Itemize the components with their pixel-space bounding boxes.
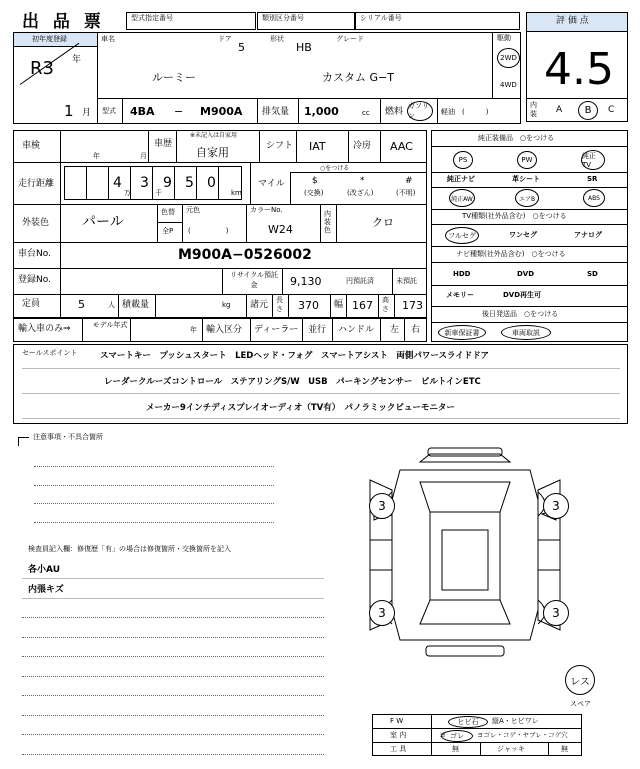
width-label: 幅 (334, 300, 344, 310)
mileage-digit-2: 3 (140, 175, 149, 191)
handle-right: 右 (411, 325, 421, 335)
recycle-unit: 円預託済 (346, 277, 374, 285)
notes-corner (18, 437, 29, 446)
tools-value: 無 (452, 745, 459, 753)
shape-label: 形状 (270, 35, 284, 43)
capacity: 5 (78, 298, 85, 311)
handle-left: 左 (390, 325, 400, 335)
capacity-label: 定員 (22, 299, 41, 309)
recycle-unpaid: 未預託 (396, 277, 417, 285)
dims-label: 諸元 (250, 300, 269, 310)
height-label: 高さ (382, 296, 389, 313)
history: 自家用 (196, 146, 229, 159)
mile-label: マイル (258, 179, 285, 189)
parallel-label: 並行 (308, 325, 327, 335)
tv-title: TV種類(社外品含む) ○をつける (462, 212, 567, 220)
circle-note: ○をつける (320, 165, 350, 172)
navi-dvd-playback: DVD再生可 (503, 291, 542, 299)
fuel-label: 燃料 (385, 107, 404, 117)
interior-color: クロ (372, 216, 394, 229)
inspector-label: 検査員記入欄：修復歴「有」の場合は修復箇所・交換箇所を記入 (28, 545, 231, 553)
navi-hdd: HDD (453, 270, 471, 278)
shift: IAT (309, 140, 326, 153)
ac-label: 冷房 (353, 141, 372, 151)
equip-sr: SR (587, 175, 598, 183)
first-registration-label: 初年度登録 (32, 35, 67, 43)
interior-grade-a: A (556, 105, 563, 115)
color-no: W24 (268, 223, 293, 236)
mileage-digit-3: 9 (163, 175, 172, 191)
unknown-symbol: # (405, 176, 413, 186)
spare-tire-circled: レス (565, 665, 595, 695)
interior-label: 室 内 (390, 731, 407, 739)
full-paint-paren: ( ) (188, 227, 229, 235)
navi-sd: SD (587, 270, 598, 278)
equip-pw-circled: PW (517, 151, 537, 169)
tools-label: 工 具 (390, 745, 407, 753)
drive-label: 駆動 (497, 34, 511, 42)
load-unit: kg (222, 301, 231, 309)
tv-oneseg: ワンセグ (509, 231, 537, 239)
dealer-label: ディーラー (254, 325, 299, 335)
sales-points-label: セールスポイント (22, 349, 78, 357)
handle-label: ハンドル (338, 325, 375, 335)
tire-rear-right: 3 (543, 600, 569, 626)
inspector-line-1: 各小AU (28, 565, 60, 575)
interior-prefix: ヨ (439, 731, 446, 739)
capacity-unit: 人 (108, 301, 115, 309)
exchange-label: (交換) (304, 189, 324, 197)
navi-dvd: DVD (517, 270, 535, 278)
category-label: 類別区分番号 (262, 14, 304, 22)
notes-title: 注意事項・不具合箇所 (33, 433, 103, 441)
equip-abs-circled: ABS (583, 189, 605, 207)
tv-analog: アナログ (574, 231, 602, 239)
width: 167 (352, 299, 373, 312)
score-value: 4.5 (544, 44, 614, 95)
car-name: ルーミー (152, 71, 196, 84)
serial-label: シリアル番号 (360, 14, 402, 22)
recycle-label: リサイクル預託金 (229, 271, 279, 289)
interior-color-label: 内装色 (324, 210, 331, 234)
history-label: 車歴 (154, 139, 173, 149)
later-title: 後日発送品 ○をつける (482, 310, 559, 318)
navi-memory: メモリー (446, 291, 474, 299)
tamper-symbol: * (360, 176, 365, 186)
diesel-paren: ( ) (462, 108, 489, 116)
fw-rest: 縦A・ヒビワレ (492, 717, 539, 725)
equipment-title: 純正装備品 ○をつける (478, 134, 555, 142)
mileage-unit-sen: 千 (155, 189, 162, 197)
equip-airbag-circled: エアB (515, 189, 539, 207)
interior-grade-b-circled: B (578, 101, 598, 120)
model-label: 型式 (102, 107, 116, 115)
later-manual-circled: 車両取説 (501, 325, 551, 340)
fuel-gasoline-circled: ガソリン (407, 101, 433, 121)
mileage-unit-man: 万 (124, 189, 131, 197)
drive-2wd-circled: 2WD (497, 48, 520, 68)
registration-month: 1 (64, 102, 74, 120)
height: 173 (402, 299, 423, 312)
navi-title: ナビ種類(社外品含む) ○をつける (456, 250, 566, 258)
equip-navi: 純正ナビ (447, 175, 475, 183)
car-name-label: 車名 (101, 35, 115, 43)
length-label: 長さ (276, 296, 283, 313)
reg-no-label: 登録No. (18, 275, 51, 285)
drive-4wd: 4WD (500, 81, 517, 89)
spare-label: スペア (570, 700, 591, 708)
inspector-line-2: 内張キズ (28, 585, 64, 595)
doors: 5 (238, 41, 245, 54)
tire-front-right: 3 (543, 493, 569, 519)
mileage-label: 走行距離 (18, 179, 55, 189)
color-no-label: カラーNo. (250, 206, 283, 214)
equip-tv-circled: 純正TV (581, 150, 605, 170)
inspection-year-unit: 年 (93, 152, 100, 160)
length: 370 (298, 299, 319, 312)
equip-ps-circled: PS (453, 151, 473, 169)
history-note: ※未記入は自家用 (190, 132, 238, 139)
model-year-unit: 年 (190, 326, 197, 334)
chassis-label: 車台No. (18, 249, 51, 259)
sales-point-line-1: スマートキー プッシュスタート LEDヘッド・フォグ スマートアシスト 両側パワースライドドア (100, 351, 489, 361)
equip-aw-circled: 純正AW (449, 189, 475, 207)
sales-point-line-2: レーダークルーズコントロール ステアリングS/W USB パーキングセンサー ビルトインETC (104, 377, 481, 387)
grade-label: グレード (336, 35, 364, 43)
displacement-unit: cc (362, 109, 370, 117)
displacement: 1,000 (304, 105, 339, 118)
car-damage-diagram (360, 440, 570, 680)
model-dash: − (174, 105, 184, 118)
tire-rear-left: 3 (369, 600, 395, 626)
tamper-label: (改ざん) (347, 189, 374, 197)
displacement-label: 排気量 (262, 107, 290, 117)
interior-rest: ヨゴレ・コゲ・ヤブレ・コゲ穴 (477, 731, 568, 739)
ac: AAC (390, 140, 413, 153)
diesel-label: 軽油 (441, 108, 455, 116)
load-label: 積載量 (122, 300, 150, 310)
interior-dirt-circled: ゴレ (441, 730, 473, 742)
inspection-label: 車検 (22, 141, 41, 151)
jack-label: ジャッキ (497, 745, 525, 753)
exchange-symbol: $ (312, 176, 318, 186)
shape: HB (296, 41, 312, 54)
registration-year: R3 (30, 58, 54, 79)
model-code: M900A (200, 105, 243, 118)
inspection-month-unit: 月 (140, 152, 147, 160)
import-class-label: 輸入区分 (206, 325, 243, 335)
model-designation-label: 型式指定番号 (131, 14, 173, 22)
fw-stone-chip-circled: ヒビ石 (448, 716, 488, 728)
tv-fullseg-circled: フルセグ (445, 227, 479, 244)
fw-label: F W (390, 717, 404, 725)
score-label: 評 価 点 (556, 16, 589, 26)
import-label: 輸入車のみ⇒ (18, 324, 71, 334)
grade: カスタム G−T (322, 71, 394, 84)
later-warranty-circled: 新車保証書 (438, 325, 486, 340)
chassis-number: M900A−0526002 (178, 247, 312, 263)
document-title: 出 品 票 (22, 12, 105, 32)
unknown-label: (不明) (396, 189, 416, 197)
equip-leather: 革シート (512, 175, 540, 183)
full-paint-label: 全P (162, 227, 174, 235)
mileage-digit-5: 0 (207, 175, 216, 191)
interior-grade-label: 内装 (530, 101, 537, 118)
shift-label: シフト (266, 141, 294, 151)
model-year-label: モデル年式 (92, 321, 128, 329)
exterior-color: パール (82, 214, 124, 230)
mileage-digit-4: 5 (185, 175, 194, 191)
model-prefix: 4BA (130, 105, 155, 118)
jack-value: 無 (561, 745, 568, 753)
interior-grade-c: C (608, 105, 615, 115)
door-label: ドア (218, 35, 232, 43)
sales-point-line-3: メーカー9インチディスプレイオーディオ（TV有） パノラミックビューモニター (146, 403, 455, 413)
tire-front-left: 3 (369, 493, 395, 519)
original-color-label: 元色 (186, 206, 200, 214)
registration-month-unit: 月 (82, 108, 92, 118)
mileage-unit-km: km (231, 189, 242, 197)
color-change-label: 色替 (161, 208, 175, 216)
recycle-amount: 9,130 (290, 275, 322, 288)
color-label: 外装色 (22, 218, 50, 228)
mileage-digit-1: 4 (113, 175, 122, 191)
registration-year-unit: 年 (72, 55, 82, 65)
